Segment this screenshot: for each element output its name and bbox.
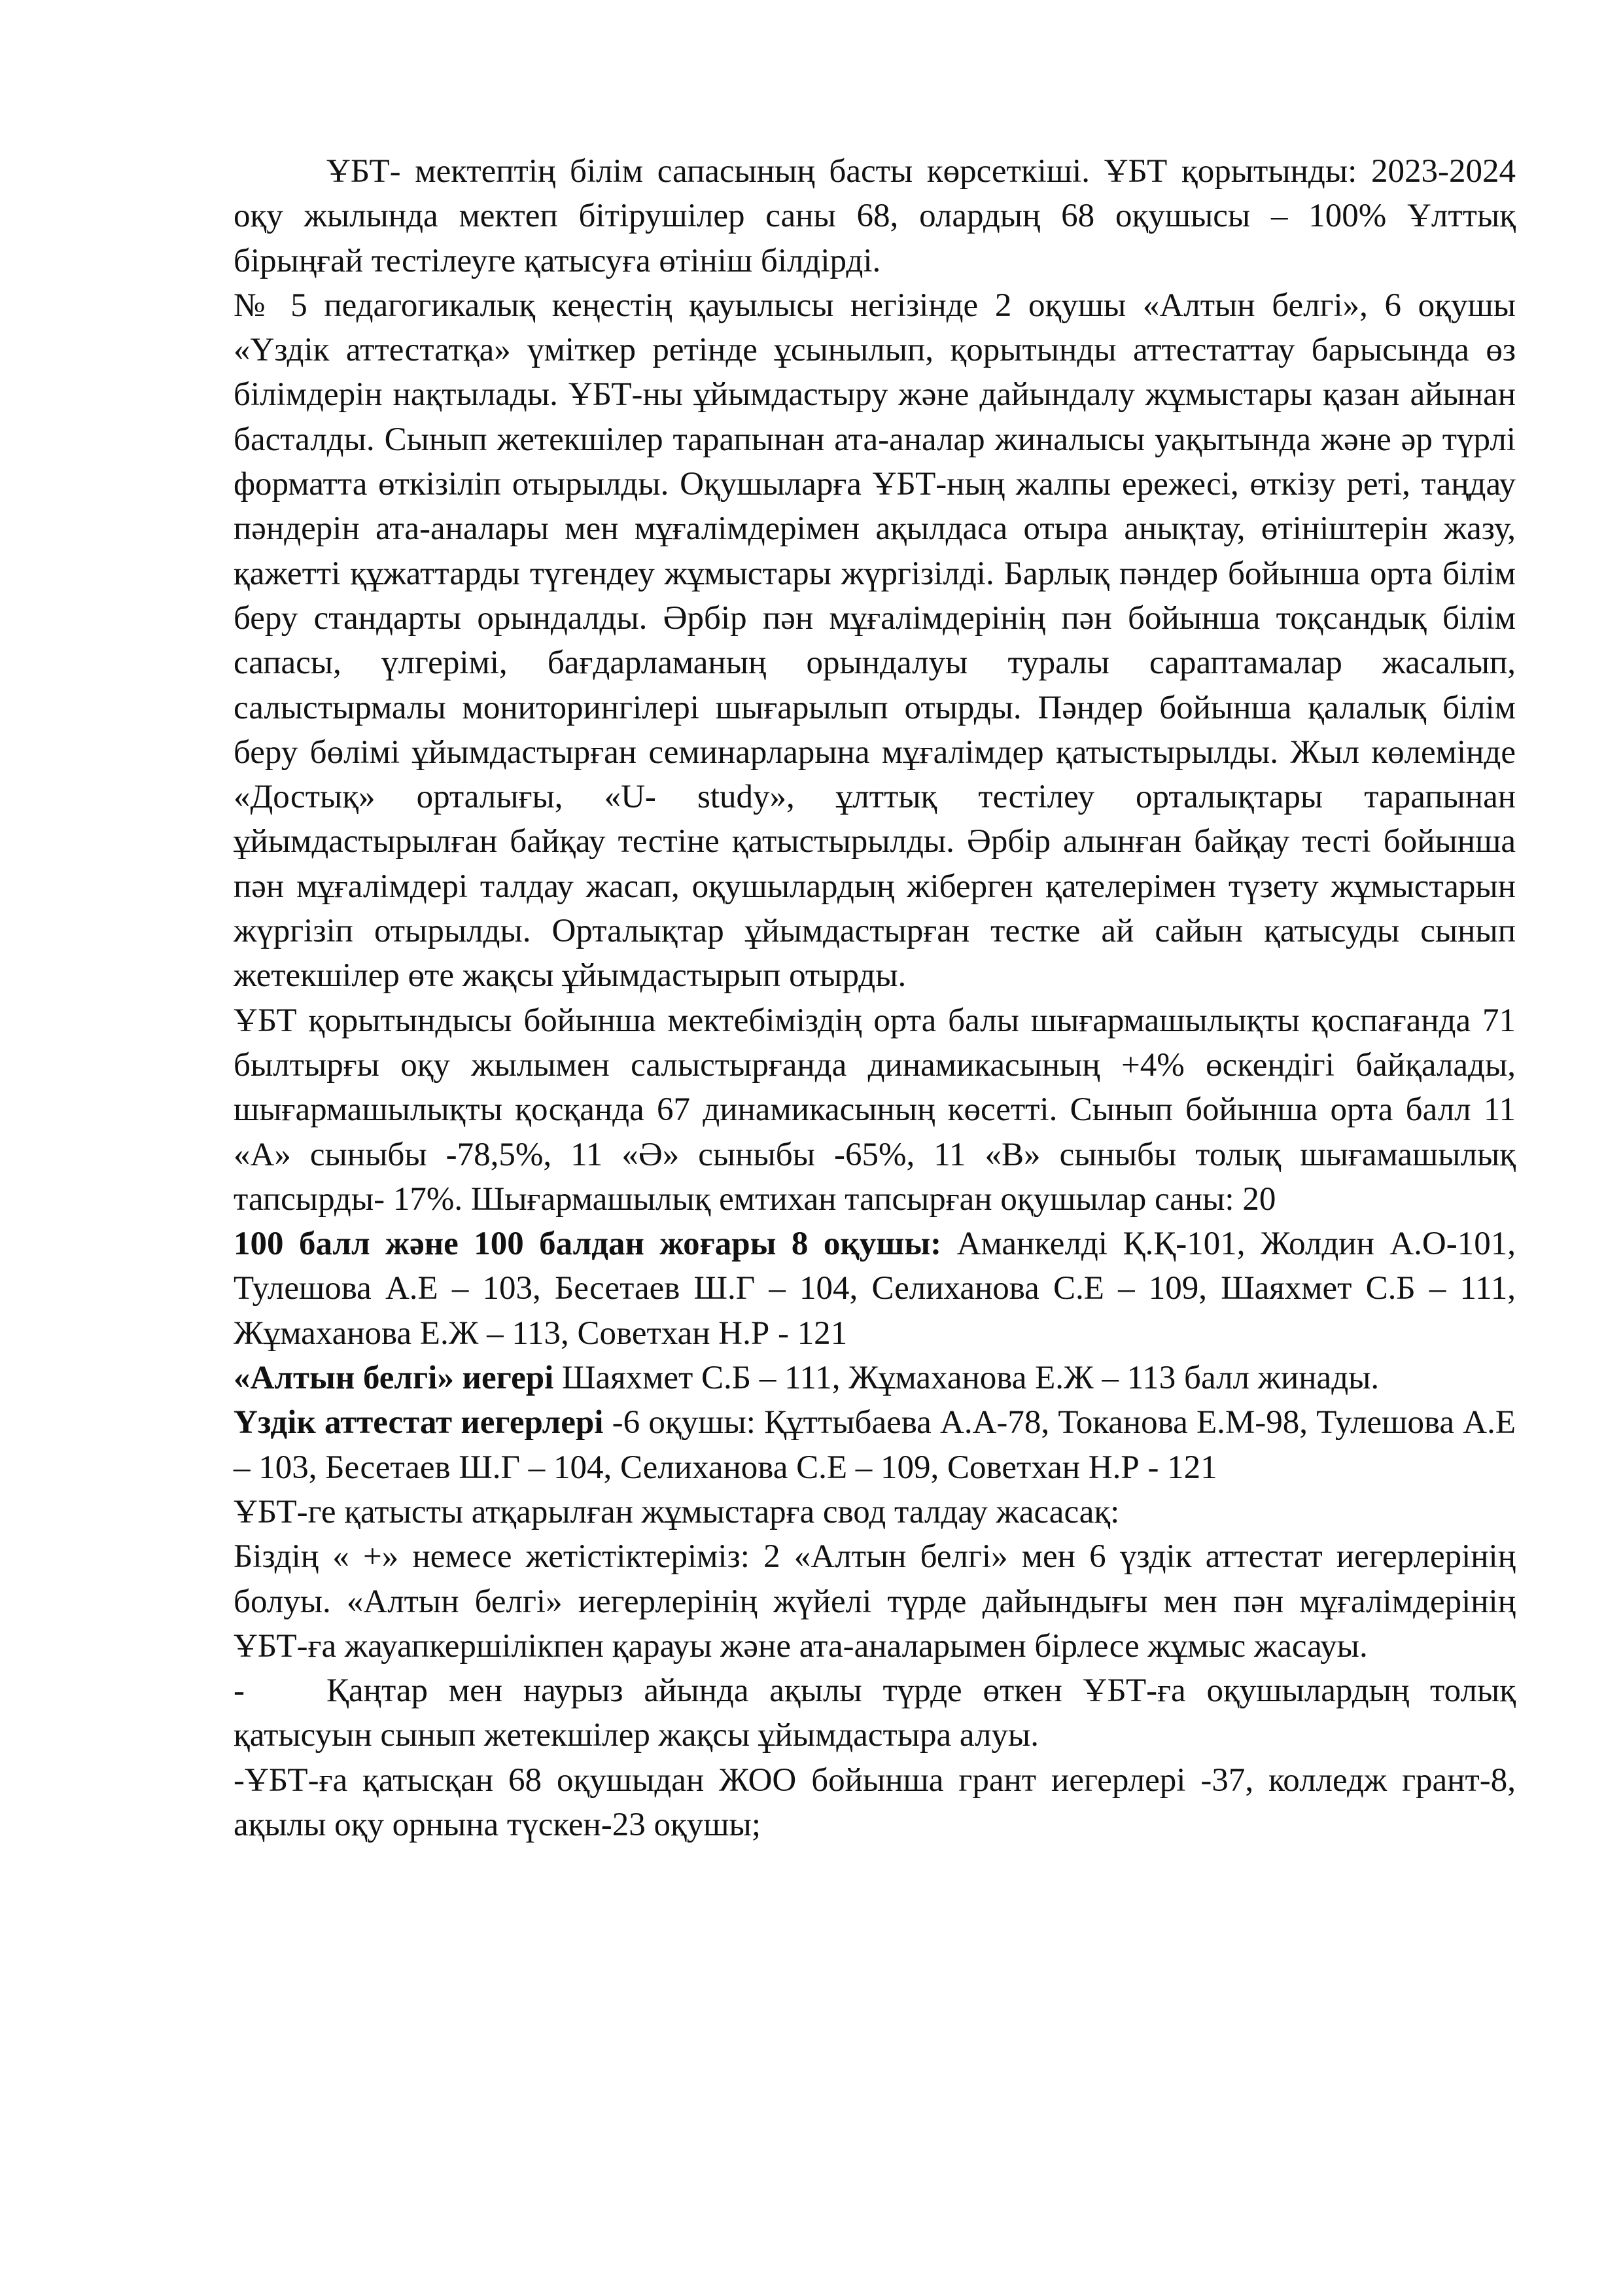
excellent-certificate-list: -6 оқушы: Құттыбаева А.А-78, Токанова Е.М-98, Тулешова А.Е – 103, Бесетаев Ш.Г – 104, Селиханова С.Е – 109, Советхан Н.Р - 121 bbox=[234, 1404, 1516, 1486]
excellent-certificate-heading: Үздік аттестат иегерлері bbox=[234, 1404, 604, 1441]
high-scorers-heading: 100 балл және 100 балдан жоғары 8 оқушы: bbox=[234, 1226, 942, 1263]
excellent-certificate-paragraph bbox=[234, 1400, 1516, 1490]
gold-medal-list: Шаяхмет С.Б – 111, Жұмаханова Е.Ж – 113 балл жинады. bbox=[553, 1360, 1380, 1397]
pedagogical-council-paragraph: № 5 педагогикалық кеңестің қауылысы негізінде 2 оқушы «Алтын белгі», 6 оқушы «Үздік аттестатқа» үміткер ретінде ұсынылып, қорытынды аттестаттау барысында өз білімдерін нақтылады. ҰБТ-ны ұйымдастыру және дайындалу жұмыстары қазан айынан басталды. Сынып жетекшілер тарапынан ата-аналар жиналысы уақытында және әр түрлі форматта өткізіліп отырылды. Оқушыларға ҰБТ-ның жалпы ережесі, өткізу реті, таңдау пәндерін ата-аналары мен мұғалімдерімен ақылдаса отыра анықтау, өтініштерін жазу, қажетті құжаттарды түгендеу жұмыстары жүргізілді. Барлық пәндер бойынша орта білім беру стандарты орындалды. Әрбір пән мұғалімдерінің пән бойынша тоқсандық білім сапасы, үлгерімі, бағдарламаның орындалуы туралы сараптамалар жасалып, салыстырмалы мониторингілері шығарылып отырды. Пәндер бойынша қалалық білім беру бөлімі ұйымдастырған семинарларына мұғалімдер қатыстырылды. Жыл көлемінде «Достық» орталығы, «U- study», ұлттық тестілеу орталықтары тарапынан ұйымдастырылған байқау тестіне қатыстырылды. Әрбір алынған байқау тесті бойынша пән мұғалімдері талдау жасап, оқушылардың жіберген қателерімен түзету жұмыстарын жүргізіп отырылды. Орталықтар ұйымдастырған тестке ай сайын қатысуды сынып жетекшілер өте жақсы ұйымдастырып отырды. bbox=[234, 287, 1516, 995]
summary-intro-paragraph: ҰБТ-ге қатысты атқарылған жұмыстарға свод талдау жасасақ: bbox=[234, 1493, 1120, 1530]
grant-results-paragraph: -ҰБТ-ға қатысқан 68 оқушыдан ЖОО бойынша грант иегерлері -37, колледж грант-8, ақылы оқу орнына түскен-23 оқушы; bbox=[234, 1761, 1516, 1843]
gold-medal-paragraph bbox=[234, 1356, 1516, 1400]
high-scorers-list: Аманкелді Қ.Қ-101, Жолдин А.О-101, Тулешова А.Е – 103, Бесетаев Ш.Г – 104, Селиханова С.Е – 109, Шаяхмет С.Б – 111, Жұмаханова Е.Ж – 113, Советхан Н.Р - 121 bbox=[234, 1226, 1516, 1352]
bullet-item-paid-test bbox=[234, 1669, 1516, 1758]
bullet-marker: - bbox=[234, 1672, 245, 1710]
document-page bbox=[234, 149, 1516, 1847]
average-score-paragraph: ҰБТ қорытындысы бойынша мектебіміздің орта балы шығармашылықты қоспағанда 71 былтырғы оқу жылымен салыстырғанда динамикасының +4% өскендігі байқалады, шығармашылықты қосқанда 67 динамикасының көсетті. Сынып бойынша орта балл 11 «А» сыныбы -78,5%, 11 «Ә» сыныбы -65%, 11 «В» сыныбы толық шығамашылық тапсырды- 17%. Шығармашылық емтихан тапсырған оқушылар саны: 20 bbox=[234, 1002, 1516, 1218]
bullet-text: Қаңтар мен наурыз айында ақылы түрде өткен ҰБТ-ға оқушылардың толық қатысуын сынып жетекшілер жақсы ұйымдастыра алуы. bbox=[234, 1672, 1516, 1754]
gold-medal-heading: «Алтын белгі» иегері bbox=[234, 1360, 554, 1397]
achievements-paragraph: Біздің « +» немесе жетістіктеріміз: 2 «Алтын белгі» мен 6 үздік аттестат иегерлерінің болуы. «Алтын белгі» иегерлерінің жүйелі түрде дайындығы мен пән мұғалімдерінің ҰБТ-ға жауапкершілікпен қарауы және ата-аналарымен бірлесе жұмыс жасауы. bbox=[234, 1538, 1516, 1665]
high-scorers-paragraph bbox=[234, 1222, 1516, 1356]
intro-paragraph: ҰБТ- мектептің білім сапасының басты көрсеткіші. ҰБТ қорытынды: 2023-2024 оқу жылында мектеп бітірушілер саны 68, олардың 68 оқушысы – 100% Ұлттық бірыңғай тестілеуге қатысуға өтініш білдірді. bbox=[234, 153, 1516, 279]
